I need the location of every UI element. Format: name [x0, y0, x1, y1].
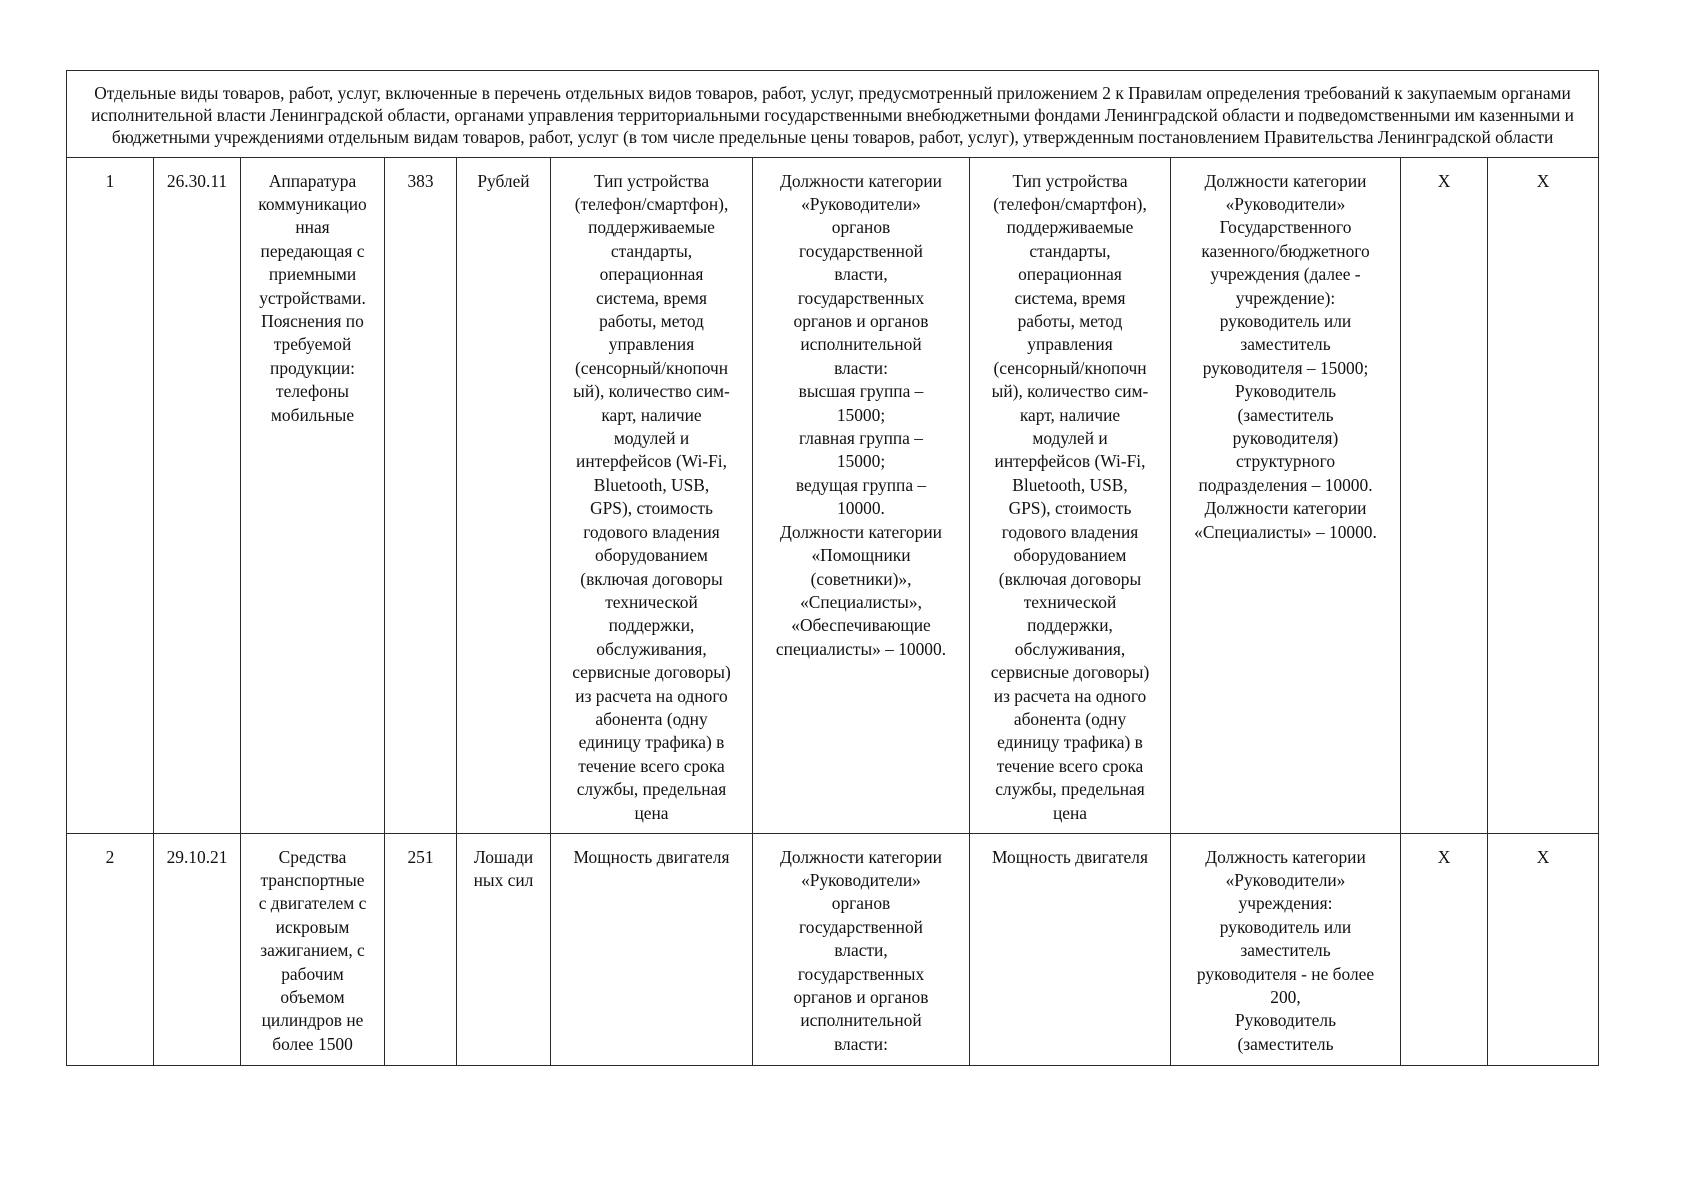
- table-row: [67, 833, 1599, 1065]
- characteristic: Мощность двигателя: [551, 833, 753, 1065]
- row-number: 2: [67, 833, 154, 1065]
- characteristic-secondary: Мощность двигателя: [970, 833, 1171, 1065]
- characteristic-secondary: Тип устройства (телефон/смартфон), поддерживаемые стандарты, операционная система, время работы, метод управления (сенсорный/кнопочн ый), количество сим- карт, наличие модулей и интерфейсов (Wi-Fi, Bluetooth, USB, GPS), стоимость годового владения оборудованием (включая договоры технической поддержки, обслуживания, сервисные договоры) из расчета на одного абонента (одну единицу трафика) в течение всего срока службы, предельная цена: [970, 157, 1171, 833]
- characteristic-value-secondary: Должность категории «Руководители» учреждения: руководитель или заместитель руководителя - не более 200, Руководитель (заместитель: [1171, 833, 1401, 1065]
- table-header-cell: Отдельные виды товаров, работ, услуг, включенные в перечень отдельных видов товаров, работ, услуг, предусмотренный приложением 2 к Правилам определения требований к закупаемым органами исполнительной власти Ленинградской области, органами управления территориальными государственными внебюджетными фондами Ленинградской области и подведомственными им казенными и бюджетными учреждениями отдельным видам товаров, работ, услуг (в том числе предельные цены товаров, работ, услуг), утвержденным постановлением Правительства Ленинградской области: [67, 71, 1599, 158]
- okei-code: 251: [385, 833, 457, 1065]
- product-name: Аппаратура коммуникацио нная передающая с приемными устройствами. Пояснения по требуемой продукции: телефоны мобильные: [241, 157, 385, 833]
- okpd2-code: 29.10.21: [154, 833, 241, 1065]
- table-header-row: [67, 71, 1599, 158]
- unit-name: Рублей: [457, 157, 551, 833]
- okei-code: 383: [385, 157, 457, 833]
- x-mark: X: [1488, 157, 1599, 833]
- row-number: 1: [67, 157, 154, 833]
- goods-requirements-table: [66, 70, 1599, 1066]
- x-mark: X: [1401, 157, 1488, 833]
- characteristic-value-secondary: Должности категории «Руководители» Государственного казенного/бюджетного учреждения (далее - учреждение): руководитель или заместитель руководителя – 15000; Руководитель (заместитель руководителя) структурного подразделения – 10000. Должности категории «Специалисты» – 10000.: [1171, 157, 1401, 833]
- x-mark: X: [1488, 833, 1599, 1065]
- characteristic-value: Должности категории «Руководители» органов государственной власти, государственных органов и органов исполнительной власти: высшая группа – 15000; главная группа – 15000; ведущая группа – 10000. Должности категории «Помощники (советники)», «Специалисты», «Обеспечивающие специалисты» – 10000.: [753, 157, 970, 833]
- table-row: [67, 157, 1599, 833]
- characteristic-value: Должности категории «Руководители» органов государственной власти, государственных органов и органов исполнительной власти:: [753, 833, 970, 1065]
- product-name: Средства транспортные с двигателем с искровым зажиганием, с рабочим объемом цилиндров не более 1500: [241, 833, 385, 1065]
- characteristic: Тип устройства (телефон/смартфон), поддерживаемые стандарты, операционная система, время работы, метод управления (сенсорный/кнопочн ый), количество сим- карт, наличие модулей и интерфейсов (Wi-Fi, Bluetooth, USB, GPS), стоимость годового владения оборудованием (включая договоры технической поддержки, обслуживания, сервисные договоры) из расчета на одного абонента (одну единицу трафика) в течение всего срока службы, предельная цена: [551, 157, 753, 833]
- x-mark: X: [1401, 833, 1488, 1065]
- unit-name: Лошади ных сил: [457, 833, 551, 1065]
- okpd2-code: 26.30.11: [154, 157, 241, 833]
